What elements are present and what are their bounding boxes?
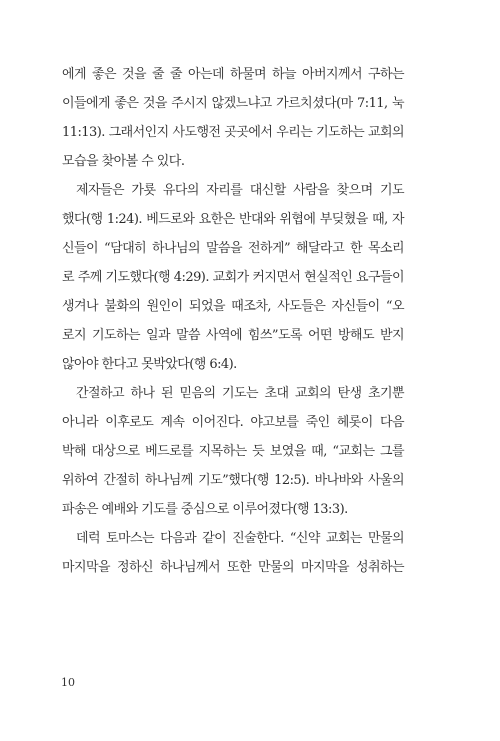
- text-line: 아니라 이후로도 계속 이어진다. 야고보를 죽인 헤롯이 다음: [62, 415, 404, 430]
- text-line: 신들이 “담대히 하나님의 말씀을 전하게” 해달라고 한 목소리: [62, 241, 404, 256]
- text-line: 파송은 예배와 기도를 중심으로 이루어졌다(행 13:3).: [62, 502, 348, 517]
- text-line: 마지막을 정하신 하나님께서 또한 만물의 마지막을 성취하는: [62, 560, 404, 575]
- text-line: 박해 대상으로 베드로를 지목하는 듯 보였을 때, “교회는 그를: [62, 444, 404, 459]
- text-line: 데럭 토마스는 다음과 같이 진술한다. “신약 교회는 만물의: [76, 531, 404, 546]
- text-line: 간절하고 하나 된 믿음의 기도는 초대 교회의 탄생 초기뿐: [76, 386, 404, 401]
- text-line: 로 주께 기도했다(행 4:29). 교회가 커지면서 현실적인 요구들이: [62, 270, 404, 285]
- text-line: 제자들은 가룟 유다의 자리를 대신할 사람을 찾으며 기도: [76, 183, 404, 198]
- text-line: 이들에게 좋은 것을 주시지 않겠느냐고 가르치셨다(마 7:11, 눅: [62, 96, 404, 111]
- text-line: 생겨나 불화의 원인이 되었을 때조차, 사도들은 자신들이 “오: [62, 299, 404, 314]
- text-line: 모습을 찾아볼 수 있다.: [62, 154, 185, 169]
- text-line: 로지 기도하는 일과 말씀 사역에 힘쓰”도록 어떤 방해도 받지: [62, 328, 404, 343]
- text-line: 11:13). 그래서인지 사도행전 곳곳에서 우리는 기도하는 교회의: [62, 125, 404, 140]
- page-number: 10: [61, 676, 75, 689]
- text-line: 위하여 간절히 하나님께 기도”했다(행 12:5). 바나바와 사울의: [62, 473, 404, 488]
- text-line: 에게 좋은 것을 줄 줄 아는데 하물며 하늘 아버지께서 구하는: [62, 67, 404, 82]
- text-line: 했다(행 1:24). 베드로와 요한은 반대와 위협에 부딪혔을 때, 자: [62, 212, 404, 227]
- body-text: [62, 60, 404, 582]
- text-line: 않아야 한다고 못박았다(행 6:4).: [62, 357, 237, 372]
